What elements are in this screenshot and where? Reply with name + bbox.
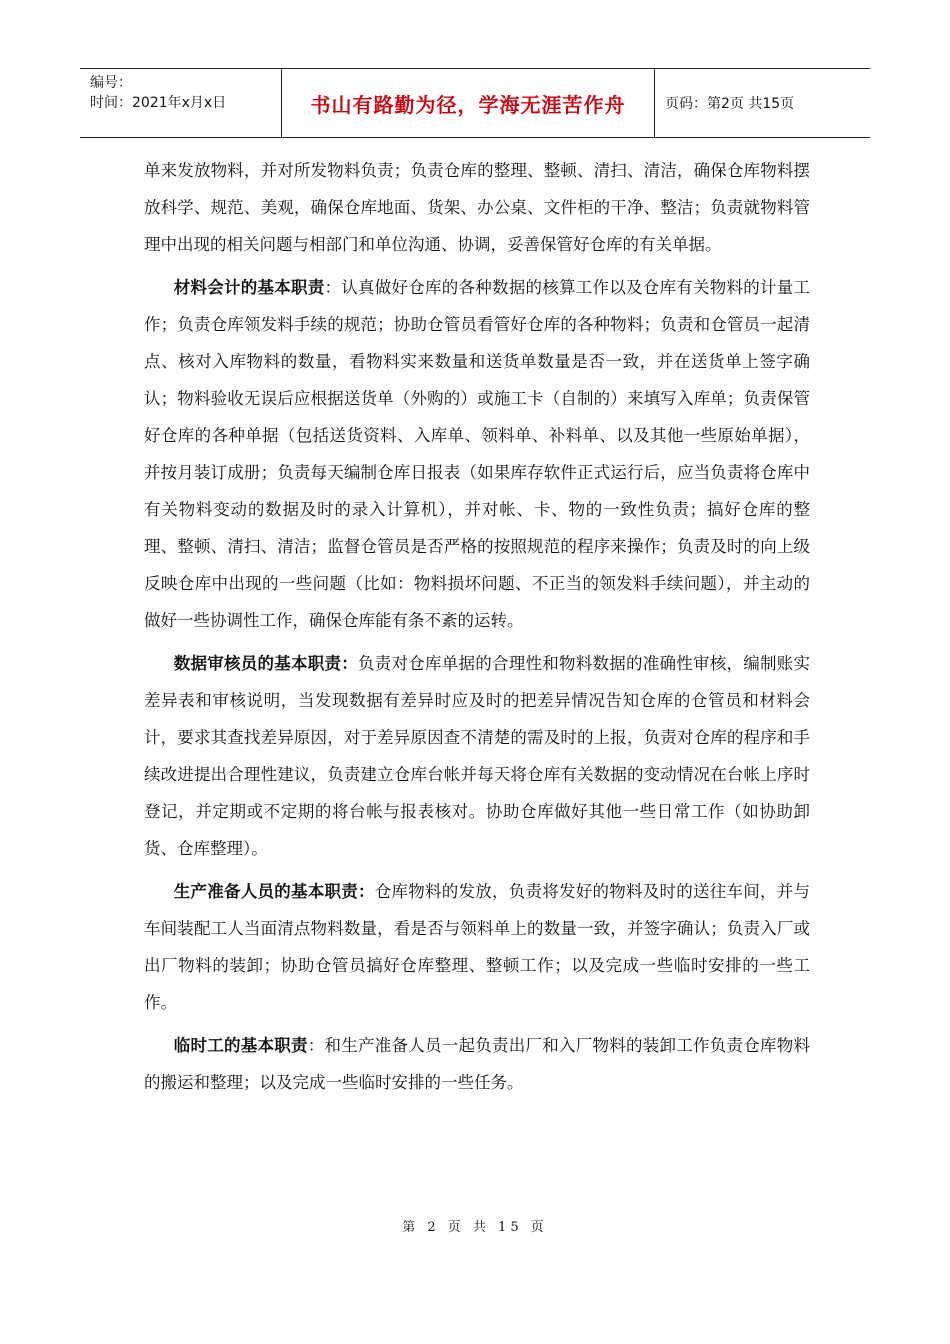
paragraph-continued: 单来发放物料，并对所发物料负责；负责仓库的整理、整顿、清扫、清洁，确保仓库物料摆放科学、规范、美观，确保仓库地面、货架、办公桌、文件柜的干净、整洁；负责就物料管理中出现的相关问题与相部门和单位沟通、协调，妥善保管好仓库的有关单据。 <box>144 161 810 254</box>
paragraph-material-accountant <box>144 269 810 639</box>
document-body <box>144 152 810 1107</box>
paragraph-data-auditor <box>144 645 810 867</box>
section-text-temp-worker: ：和生产准备人员一起负责出厂和入厂物料的装卸工作负责仓库物料的搬运和整理；以及完成一些临时安排的一些任务。 <box>144 1036 811 1092</box>
section-label-material-accountant: 材料会计的基本职责 <box>173 278 325 297</box>
paragraph-temp-worker <box>144 1027 810 1101</box>
section-label-temp-worker: 临时工的基本职责 <box>173 1036 308 1055</box>
paragraph-production-prep <box>144 873 810 1021</box>
document-header <box>80 68 870 138</box>
header-page-cell <box>655 69 870 137</box>
section-label-production-prep: 生产准备人员的基本职责： <box>173 882 375 901</box>
section-text-data-auditor: 负责对仓库单据的合理性和物料数据的准确性审核，编制账实差异表和审核说明，当发现数据有差异时应及时的把差异情况告知仓库的仓管员和材料会计，要求其查找差异原因，对于差异原因查不清楚的需及时的上报，负责对仓库的程序和手续改进提出合理性建议，负责建立仓库台帐并每天将仓库有关数据的变动情况在台帐上序时登记，并定期或不定期的将台帐与报表核对。协助仓库做好其他一些日常工作（如协助卸货、仓库整理）。 <box>144 654 811 858</box>
header-meta <box>80 69 282 137</box>
section-text-material-accountant: ：认真做好仓库的各种数据的核算工作以及仓库有关物料的计量工作；负责仓库领发料手续的规范；协助仓管员看管好仓库的各种物料；负责和仓管员一起清点、核对入库物料的数量，看物料实来数量和送货单数量是否一致，并在送货单上签字确认；物料验收无误后应根据送货单（外购的）或施工卡（自制的）来填写入库单；负责保管好仓库的各种单据（包括送货资料、入库单、领料单、补料单、以及其他一些原始单据），并按月装订成册；负责每天编制仓库日报表（如果库存软件正式运行后，应当负责将仓库中有关物料变动的数据及时的录入计算机），并对帐、卡、物的一致性负责；搞好仓库的整理、整顿、清扫、清洁；监督仓管员是否严格的按照规范的程序来操作；负责及时的向上级反映仓库中出现的一些问题（比如：物料损坏问题、不正当的领发料手续问题），并主动的做好一些协调性工作，确保仓库能有条不紊的运转。 <box>144 278 811 630</box>
document-time-label: 时间：2021年x月x日 <box>90 95 227 111</box>
header-motto-cell <box>282 69 655 137</box>
section-text-production-prep: 仓库物料的发放，负责将发好的物料及时的送往车间，并与车间装配工人当面清点物料数量，看是否与领料单上的数量一致，并签字确认；负责入厂或出厂物料的装卸；协助仓管员搞好仓库整理、整顿工作；以及完成一些临时安排的一些工作。 <box>144 882 811 1012</box>
header-motto: 书山有路勤为径，学海无涯苦作舟 <box>310 92 626 117</box>
document-number-label: 编号： <box>90 75 132 91</box>
header-page-label: 页码：第2页 共15页 <box>665 96 795 112</box>
page-footer: 第 2 页 共 15 页 <box>402 1220 548 1235</box>
section-label-data-auditor: 数据审核员的基本职责： <box>173 654 358 673</box>
